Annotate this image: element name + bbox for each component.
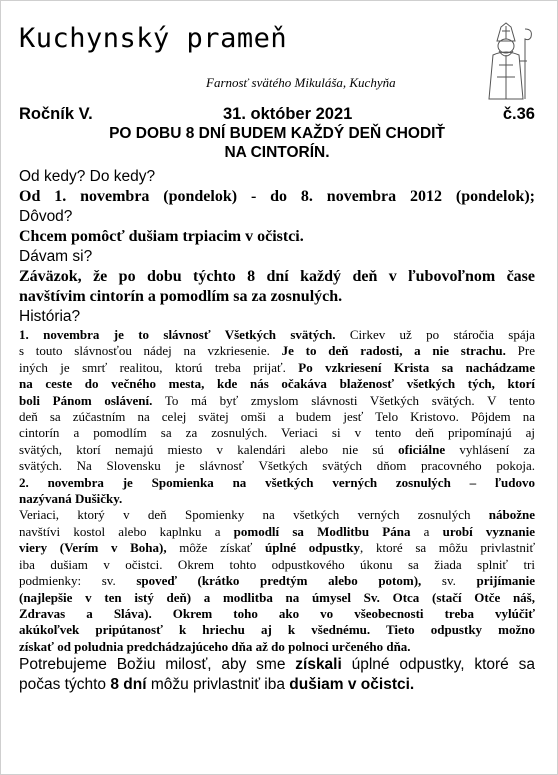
paragraph-line: získať od poludnia predchádzajúceho dňa až do polnoci určeného dňa. <box>19 638 411 654</box>
question-commitment: Dávam si? <box>19 248 93 265</box>
volume-label: Ročník V. <box>19 105 93 123</box>
paragraph-line: svätých, ktorí nemajú miesto v kalendári alebo nie sú oficiálne vyhlásení za <box>19 441 535 457</box>
parish-name: Farnosť svätého Mikuláša, Kuchyňa <box>206 75 396 90</box>
section-heading: nazývaná Dušičky. <box>19 491 123 507</box>
paragraph-line: Potrebujeme Božiu milosť, aby sme získali úplné odpustky, ktoré sa <box>19 656 535 674</box>
answer-commitment-line-1: Záväzok, že po dobu týchto 8 dní každý deň v ľubovoľnom čase <box>19 268 535 285</box>
paragraph-line: navštívi kostol alebo kaplnku a pomodlí sa Modlitbu Pána a urobí vyznanie <box>19 523 535 539</box>
bulletin-title: Kuchynský prameň <box>19 23 288 54</box>
paragraph-line: s touto slávnosťou nádej na vzkriesenie. Je to deň radosti, a nie strachu. Pre <box>19 343 535 359</box>
st-nicholas-illustration <box>475 21 537 101</box>
question-when: Od kedy? Do kedy? <box>19 168 156 185</box>
headline-line-1: PO DOBU 8 DNÍ BUDEM KAŽDÝ DEŇ CHODIŤ <box>109 125 445 142</box>
paragraph-line: deň sa zúčastním na celej svätej omši a budem jesť Telo Kristovo. Pôjdem na <box>19 409 535 425</box>
headline <box>19 124 535 162</box>
paragraph-line: Zdravas a Sláva). Okrem toho ako vo všeobecnosti treba vylúčiť <box>19 605 535 621</box>
issue-number: č.36 <box>502 105 535 123</box>
paragraph-line: boli Pánom oslávení. To má byť zmyslom slávnosti Všetkých svätých. V tento <box>19 392 535 408</box>
paragraph-line: (najlepšie v ten istý deň) a modlitba na úmysel Sv. Otca (stačí Otče náš, <box>19 589 535 605</box>
paragraph-line: svätých. Na Slovensku je slávnosť Všetkých svätých dňom pracovného pokoja. <box>19 458 535 474</box>
issue-date: 31. október 2021 <box>223 105 353 123</box>
headline-line-2: NA CINTORÍN. <box>224 144 330 161</box>
answer-why: Chcem pomôcť dušiam trpiacim v očistci. <box>19 228 304 245</box>
section-all-saints <box>19 327 535 475</box>
closing-paragraph <box>19 655 535 695</box>
answer-when: Od 1. novembra (pondelok) - do 8. novembra 2012 (pondelok); <box>19 188 535 205</box>
section-heading: 2. novembra je Spomienka na všetkých verných zosnulých – ľudovo <box>19 474 535 490</box>
paragraph-line: cintorín a pomodlím sa za zosnulých. Veriaci si v tento deň pripomínajú aj <box>19 425 535 441</box>
paragraph-line: akúkoľvek pripútanosť k hriechu aj k všednému. Tieto odpustky možno <box>19 622 535 638</box>
question-history: História? <box>19 308 81 325</box>
paragraph-line: Veriaci, ktorý v deň Spomienky na všetkých verných zosnulých nábožne <box>19 507 535 523</box>
question-why: Dôvod? <box>19 208 73 225</box>
answer-commitment-line-2: navštívim cintorín a pomodlím sa za zosnulých. <box>19 288 343 305</box>
paragraph-line: viery (Verím v Boha), môže získať úplné odpustky, ktoré sa môžu privlastniť <box>19 540 535 556</box>
paragraph-line: počas týchto 8 dní môžu privlastniť iba dušiam v očistci. <box>19 676 415 694</box>
paragraph-line: iných je smrť realitou, ktorú treba prijať. Po vzkriesení Krista sa nachádzame <box>19 359 535 375</box>
paragraph-line: iba dušiam v očistci. Okrem tohto odpustkového úkonu sa žiada splniť tri <box>19 556 535 572</box>
article-body <box>19 167 535 695</box>
section-all-souls <box>19 475 535 655</box>
paragraph-line: 1. novembra je to slávnosť Všetkých svätých. Cirkev už po stáročia spája <box>19 327 535 342</box>
paragraph-line: na ceste do večného mesta, kde nás očakáva blaženosť všetkých tých, ktorí <box>19 376 535 392</box>
paragraph-line: podmienky: sv. spoveď (krátko predtým alebo potom), sv. prijímanie <box>19 573 536 589</box>
